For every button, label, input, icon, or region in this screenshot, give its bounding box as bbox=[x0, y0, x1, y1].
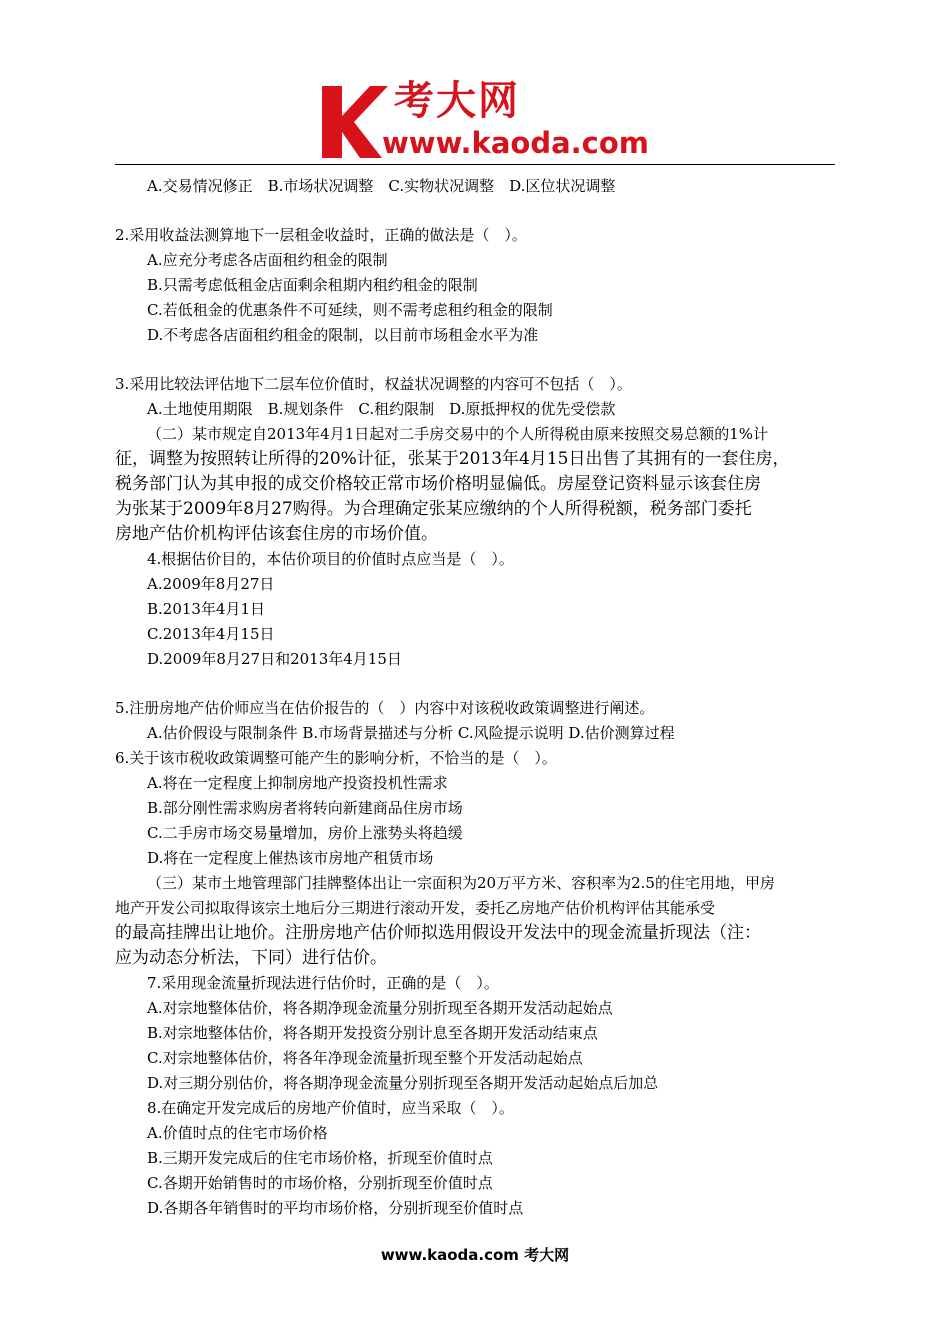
logo-chinese-name: 考大网 bbox=[394, 78, 520, 124]
text-line: A.将在一定程度上抑制房地产投资投机性需求 bbox=[147, 774, 448, 792]
text-line: C.各期开始销售时的市场价格，分别折现至价值时点 bbox=[147, 1174, 493, 1192]
text-line: （二）某市规定自2013年4月1日起对二手房交易中的个人所得税由原来按照交易总额的1%计 bbox=[147, 425, 769, 443]
text-line: 6.关于该市税收政策调整可能产生的影响分析，不恰当的是（ ）。 bbox=[115, 749, 557, 767]
text-line: B.三期开发完成后的住宅市场价格，折现至价值时点 bbox=[147, 1149, 493, 1167]
document-body bbox=[115, 174, 840, 1221]
text-line: 地产开发公司拟取得该宗土地后分三期进行滚动开发，委托乙房地产估价机构评估其能承受 bbox=[115, 899, 716, 917]
text-line: 征，调整为按照转让所得的20%计征，张某于2013年4月15日出售了其拥有的一套住房， bbox=[115, 449, 790, 469]
text-line: A.对宗地整体估价，将各期净现金流量分别折现至各期开发活动起始点 bbox=[147, 999, 613, 1017]
text-line: A.交易情况修正 B.市场状况调整 C.实物状况调整 D.区位状况调整 bbox=[147, 177, 616, 195]
text-line: 5.注册房地产估价师应当在估价报告的（ ）内容中对该税收政策调整进行阐述。 bbox=[115, 699, 655, 717]
text-line: 为张某于2009年8月27购得。为合理确定张某应缴纳的个人所得税额，税务部门委托 bbox=[115, 499, 752, 519]
text-line: 房地产估价机构评估该套住房的市场价值。 bbox=[115, 524, 438, 544]
text-line: B.只需考虑低租金店面剩余租期内租约租金的限制 bbox=[147, 276, 478, 294]
text-line: D.对三期分别估价，将各期净现金流量分别折现至各期开发活动起始点后加总 bbox=[147, 1074, 659, 1092]
page-footer: www.kaoda.com 考大网 bbox=[380, 1246, 570, 1264]
k-logo-icon bbox=[316, 82, 388, 160]
logo-url: www.kaoda.com bbox=[382, 126, 649, 160]
text-line: A.2009年8月27日 bbox=[147, 575, 275, 593]
text-line: D.不考虑各店面租约租金的限制，以目前市场租金水平为准 bbox=[147, 326, 539, 344]
text-line: C.对宗地整体估价，将各年净现金流量折现至整个开发活动起始点 bbox=[147, 1049, 583, 1067]
text-line: 3.采用比较法评估地下二层车位价值时，权益状况调整的内容可不包括（ ）。 bbox=[115, 375, 632, 393]
text-line: 税务部门认为其申报的成交价格较正常市场价格明显偏低。房屋登记资料显示该套住房 bbox=[115, 474, 761, 494]
text-line: C.2013年4月15日 bbox=[147, 625, 275, 643]
text-line: A.价值时点的住宅市场价格 bbox=[147, 1124, 328, 1142]
text-line: （三）某市土地管理部门挂牌整体出让一宗面积为20万平方米、容积率为2.5的住宅用地，甲房 bbox=[147, 874, 775, 892]
header-divider bbox=[115, 164, 835, 165]
text-line: C.若低租金的优惠条件不可延续，则不需考虑租约租金的限制 bbox=[147, 301, 553, 319]
text-line: 的最高挂牌出让地价。注册房地产估价师拟选用假设开发法中的现金流量折现法（注： bbox=[115, 923, 761, 943]
site-logo bbox=[316, 78, 649, 162]
text-line: A.估价假设与限制条件 B.市场背景描述与分析 C.风险提示说明 D.估价测算过程 bbox=[147, 724, 675, 742]
text-line: 7.采用现金流量折现法进行估价时，正确的是（ ）。 bbox=[147, 974, 499, 992]
blank-line bbox=[115, 348, 840, 372]
text-line: D.2009年8月27日和2013年4月15日 bbox=[147, 650, 402, 668]
text-line: A.应充分考虑各店面租约租金的限制 bbox=[147, 251, 388, 269]
text-line: B.2013年4月1日 bbox=[147, 600, 266, 618]
text-line: 2.采用收益法测算地下一层租金收益时，正确的做法是（ ）。 bbox=[115, 226, 527, 244]
text-line: D.各期各年销售时的平均市场价格，分别折现至价值时点 bbox=[147, 1199, 524, 1217]
text-line: C.二手房市场交易量增加，房价上涨势头将趋缓 bbox=[147, 824, 463, 842]
text-line: 应为动态分析法，下同）进行估价。 bbox=[115, 948, 387, 968]
text-line: A.土地使用期限 B.规划条件 C.租约限制 D.原抵押权的优先受偿款 bbox=[147, 400, 616, 418]
text-line: D.将在一定程度上催热该市房地产租赁市场 bbox=[147, 849, 434, 867]
text-line: 4.根据估价目的，本估价项目的价值时点应当是（ ）。 bbox=[147, 550, 514, 568]
blank-line bbox=[115, 199, 840, 223]
text-line: 8.在确定开发完成后的房地产价值时，应当采取（ ）。 bbox=[147, 1099, 514, 1117]
text-line: B.部分刚性需求购房者将转向新建商品住房市场 bbox=[147, 799, 463, 817]
blank-line bbox=[115, 672, 840, 696]
text-line: B.对宗地整体估价，将各期开发投资分别计息至各期开发活动结束点 bbox=[147, 1024, 598, 1042]
